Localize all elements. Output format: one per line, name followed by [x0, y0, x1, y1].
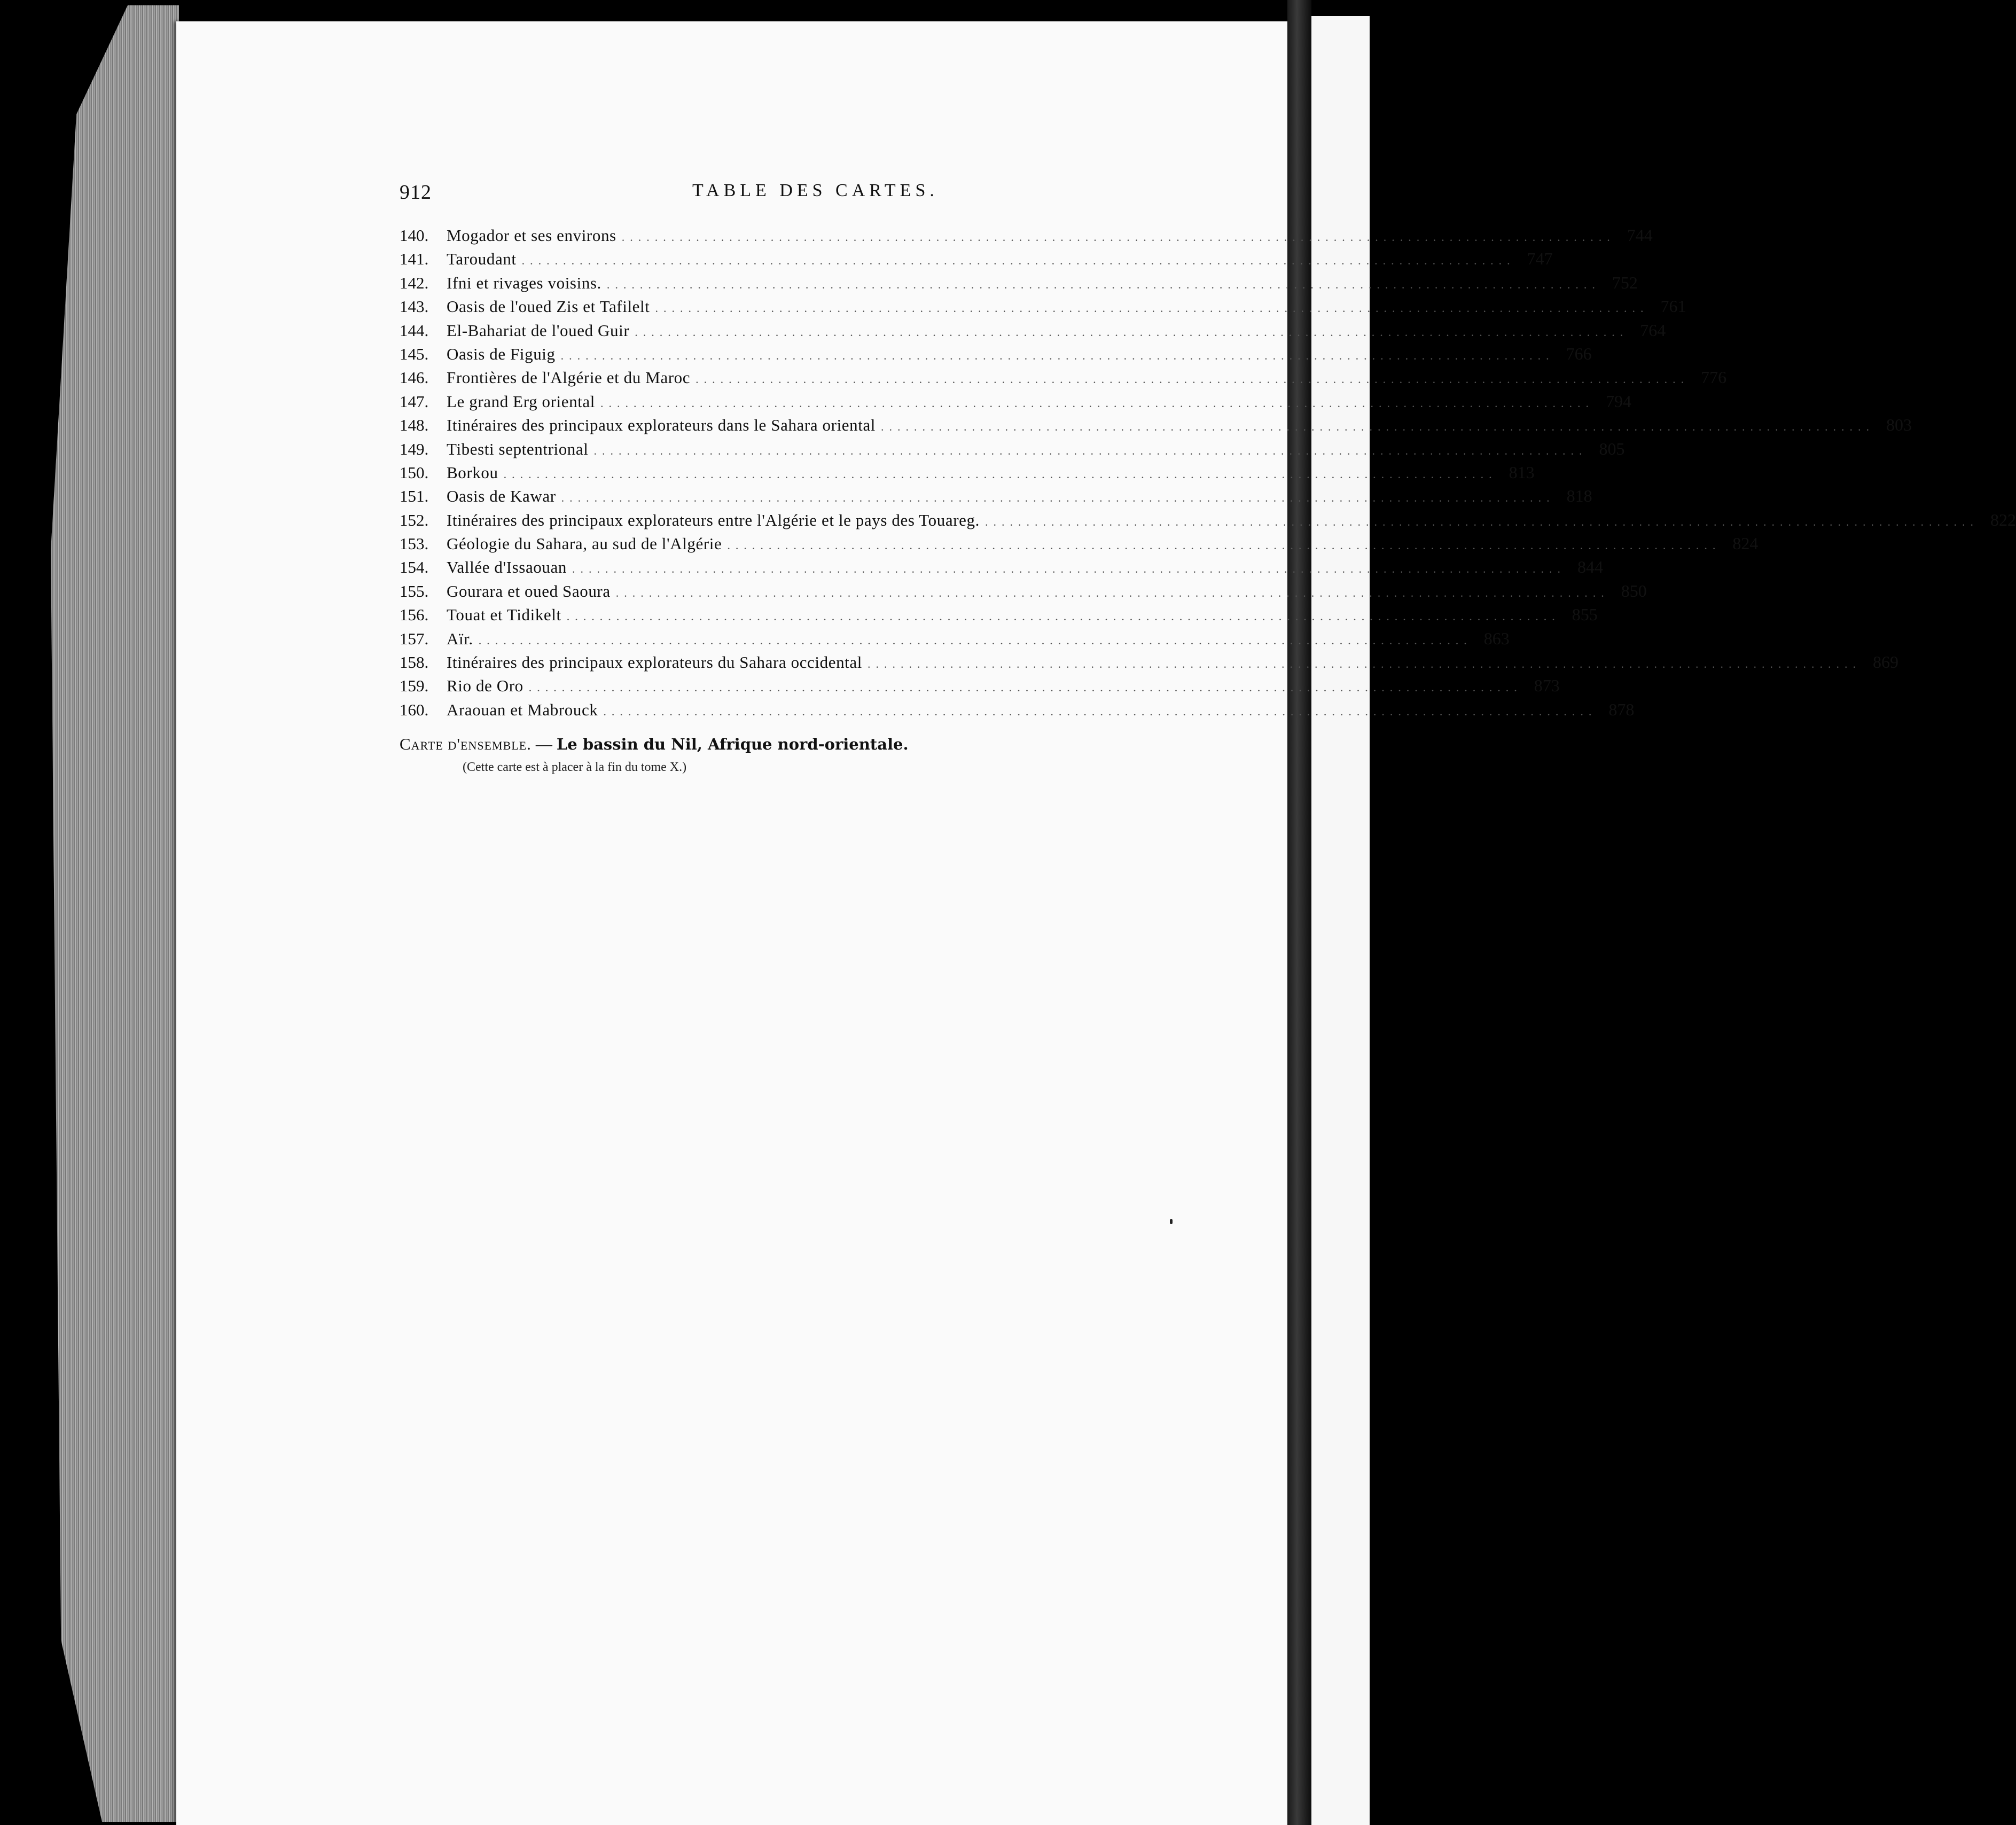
toc-entry-page: 844	[1577, 557, 1603, 577]
toc-leader-dots: ........................................................................................................................	[478, 633, 1472, 647]
toc-entry-number: 152.	[400, 510, 429, 529]
toc-entry-title: Oasis de Kawar	[447, 487, 556, 506]
toc-entry-page: 863	[1483, 628, 1510, 648]
toc-leader-dots: ........................................................................................................................	[635, 325, 1629, 339]
toc-leader-dots: ........................................................................................................................	[593, 443, 1588, 457]
toc-entry-title: Itinéraires des principaux explorateurs du Sahara occidental	[447, 653, 862, 672]
toc-entry	[400, 674, 1560, 697]
toc-entry	[400, 365, 1727, 389]
toc-entry-page: 873	[1534, 676, 1560, 696]
toc-entry-title: Itinéraires des principaux explorateurs entre l'Algérie et le pays des Touareg.	[447, 510, 980, 529]
toc-leader-dots: ........................................................................................................................	[867, 657, 1861, 671]
toc-leader-dots: ........................................................................................................................	[655, 301, 1649, 315]
toc-leader-dots: ........................................................................................................................	[727, 539, 1721, 552]
running-title: TABLE DES CARTES.	[692, 181, 939, 200]
toc-entry-number: 150.	[400, 463, 429, 482]
toc-entry	[400, 579, 1647, 603]
toc-entry-number: 143.	[400, 297, 429, 316]
toc-leader-dots: ........................................................................................................................	[603, 704, 1597, 718]
page-number: 912	[400, 181, 432, 204]
toc-entry	[400, 318, 1666, 342]
toc-entry-title: Vallée d'Issaouan	[447, 558, 567, 577]
toc-entry-title: Aïr.	[447, 629, 473, 648]
toc-entry-title: Rio de Oro	[447, 676, 523, 696]
toc-entry	[400, 461, 1535, 484]
toc-entry	[400, 532, 1759, 555]
toc-entry-title: Frontières de l'Algérie et du Maroc	[447, 368, 691, 387]
toc-entry-number: 141.	[400, 249, 429, 269]
toc-leader-dots: ........................................................................................................................	[572, 562, 1566, 576]
toc-entry-title: Araouan et Mabrouck	[447, 700, 598, 719]
toc-entry-page: 869	[1872, 652, 1898, 672]
toc-leader-dots: ........................................................................................................................	[615, 586, 1609, 599]
toc-entry	[400, 271, 1638, 294]
paper-speck	[1170, 1219, 1173, 1224]
toc-entry	[400, 698, 1635, 721]
toc-entry	[400, 650, 1898, 674]
toc-entry-page: 805	[1599, 439, 1625, 458]
toc-entry-number: 146.	[400, 368, 429, 387]
overview-map-label: Carte d'ensemble.	[400, 735, 532, 753]
toc-entry-number: 140.	[400, 226, 429, 245]
toc-entry-title: Taroudant	[447, 249, 517, 269]
toc-entry	[400, 627, 1510, 650]
overview-map-title: Le bassin du Nil, Afrique nord-orientale.	[556, 735, 909, 753]
toc-leader-dots: ........................................................................................................................	[521, 254, 1515, 268]
toc-entry-page: 752	[1612, 272, 1638, 292]
toc-entry-title: El-Bahariat de l'oued Guir	[447, 321, 630, 340]
toc-entry-page: 824	[1732, 534, 1759, 553]
toc-leader-dots: ........................................................................................................................	[503, 467, 1497, 481]
toc-leader-dots: ........................................................................................................................	[621, 230, 1615, 244]
toc-leader-dots: ........................................................................................................................	[606, 277, 1600, 291]
toc-entry-page: 878	[1608, 699, 1635, 719]
toc-entry-title: Borkou	[447, 463, 498, 482]
toc-entry-title: Le grand Erg oriental	[447, 392, 596, 411]
toc-entry-page: 855	[1572, 605, 1598, 625]
toc-leader-dots: ........................................................................................................................	[984, 514, 1979, 528]
toc-leader-dots: ........................................................................................................................	[600, 396, 1595, 410]
toc-entry-page: 747	[1527, 249, 1553, 269]
running-head	[400, 181, 1190, 207]
toc-leader-dots: ........................................................................................................................	[881, 420, 1875, 434]
toc-entry-number: 159.	[400, 676, 429, 696]
toc-entry-number: 151.	[400, 487, 429, 506]
toc-entry	[400, 413, 1912, 436]
toc-leader-dots: ........................................................................................................................	[566, 610, 1560, 623]
toc-entry-number: 153.	[400, 534, 429, 553]
toc-entry-page: 794	[1606, 391, 1632, 411]
toc-entry-page: 761	[1660, 297, 1686, 316]
toc-entry-title: Itinéraires des principaux explorateurs dans le Sahara oriental	[447, 416, 876, 435]
toc-entry-number: 142.	[400, 273, 429, 292]
toc-entry	[400, 555, 1603, 579]
toc-entry-number: 158.	[400, 653, 429, 672]
toc-leader-dots: ........................................................................................................................	[561, 491, 1555, 505]
overview-map-dash: —	[535, 735, 552, 753]
toc-entry-number: 160.	[400, 700, 429, 719]
toc-entry-page: 850	[1621, 581, 1647, 600]
toc-entry-page: 744	[1627, 225, 1653, 245]
toc-entry-title: Touat et Tidikelt	[447, 605, 561, 625]
toc-entry-page: 764	[1640, 320, 1666, 340]
toc-entry-number: 154.	[400, 558, 429, 577]
toc-entry	[400, 484, 1592, 508]
toc-entry	[400, 294, 1686, 318]
overview-map-note: (Cette carte est à placer à la fin du tome X.)	[463, 760, 687, 774]
toc-entry	[400, 603, 1598, 626]
toc-entry-page: 776	[1701, 368, 1727, 387]
toc-leader-dots: ........................................................................................................................	[696, 372, 1690, 386]
toc-entry-title: Ifni et rivages voisins.	[447, 273, 601, 292]
toc-entry-number: 148.	[400, 416, 429, 435]
toc-entry-number: 157.	[400, 629, 429, 648]
toc-entry-number: 144.	[400, 321, 429, 340]
overview-map-entry	[400, 735, 1190, 774]
toc-entry-title: Oasis de Figuig	[447, 344, 556, 363]
toc-entry-title: Mogador et ses environs	[447, 226, 616, 245]
toc-entry-number: 145.	[400, 344, 429, 363]
table-of-maps	[400, 223, 2016, 721]
book-page-edges	[51, 5, 179, 1822]
toc-entry	[400, 247, 1553, 270]
toc-leader-dots: ........................................................................................................................	[560, 348, 1554, 362]
toc-entry-title: Gourara et oued Saoura	[447, 581, 611, 600]
toc-entry-number: 156.	[400, 605, 429, 625]
toc-entry-page: 822	[1990, 510, 2016, 529]
toc-entry-page: 766	[1566, 344, 1592, 363]
toc-entry-page: 818	[1566, 486, 1592, 506]
toc-entry-number: 155.	[400, 581, 429, 600]
toc-entry-number: 149.	[400, 439, 429, 458]
toc-entry-title: Géologie du Sahara, au sud de l'Algérie	[447, 534, 722, 553]
toc-entry	[400, 437, 1625, 461]
toc-entry-title: Tibesti septentrional	[447, 439, 589, 458]
toc-entry	[400, 389, 1632, 413]
toc-entry-page: 803	[1886, 415, 1912, 435]
toc-entry-title: Oasis de l'oued Zis et Tafilelt	[447, 297, 650, 316]
toc-entry	[400, 342, 1592, 365]
toc-entry	[400, 223, 1653, 247]
toc-entry-page: 813	[1509, 462, 1535, 482]
toc-entry	[400, 508, 2016, 532]
toc-entry-number: 147.	[400, 392, 429, 411]
toc-leader-dots: ........................................................................................................................	[528, 681, 1522, 695]
